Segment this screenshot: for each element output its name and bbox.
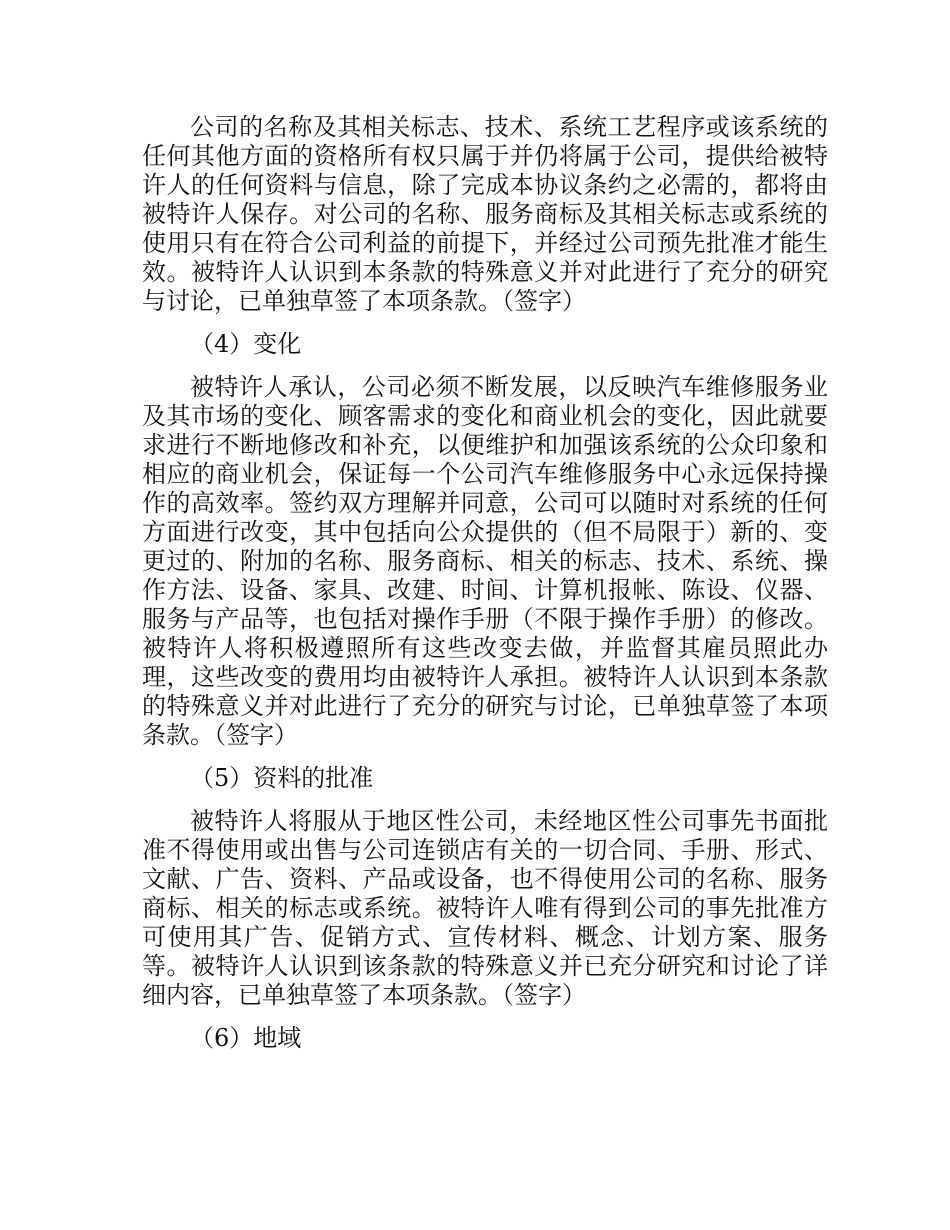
document-page (142, 113, 828, 1053)
paragraph-changes: 被特许人承认，公司必须不断发展，以反映汽车维修服务业及其市场的变化、顾客需求的变化和商业机会的变化，因此就要求进行不断地修改和补充，以便维护和加强该系统的公众印象和相应的商业机会，保证每一个公司汽车维修服务中心永远保持操作的高效率。签约双方理解并同意，公司可以随时对系统的任何方面进行改变，其中包括向公众提供的（但不局限于）新的、变更过的、附加的名称、服务商标、相关的标志、技术、系统、操作方法、设备、家具、改建、时间、计算机报帐、陈设、仪器、服务与产品等，也包括对操作手册（不限于操作手册）的修改。被特许人将积极遵照所有这些改变去做，并监督其雇员照此办理，这些改变的费用均由被特许人承担。被特许人认识到本条款的特殊意义并对此进行了充分的研究与讨论，已单独草签了本项条款。（签字） (142, 373, 828, 749)
paragraph-ownership: 公司的名称及其相关标志、技术、系统工艺程序或该系统的任何其他方面的资格所有权只属于并仍将属于公司，提供给被特许人的任何资料与信息，除了完成本协议条约之必需的，都将由被特许人保存。对公司的名称、服务商标及其相关标志或系统的使用只有在符合公司利益的前提下，并经过公司预先批准才能生效。被特许人认识到本条款的特殊意义并对此进行了充分的研究与讨论，已单独草签了本项条款。（签字） (142, 113, 828, 315)
section-heading-territory: （6）地域 (190, 1024, 302, 1052)
paragraph-material-approval: 被特许人将服从于地区性公司，未经地区性公司事先书面批准不得使用或出售与公司连锁店有关的一切合同、手册、形式、文献、广告、资料、产品或设备，也不得使用公司的名称、服务商标、相关的标志或系统。被特许人唯有得到公司的事先批准方可使用其广告、促销方式、宣传材料、概念、计划方案、服务等。被特许人认识到该条款的特殊意义并已充分研究和讨论了详细内容，已单独草签了本项条款。（签字） (142, 807, 828, 1009)
section-heading-changes: （4）变化 (190, 330, 302, 358)
section-heading-material-approval: （5）资料的批准 (190, 764, 374, 792)
